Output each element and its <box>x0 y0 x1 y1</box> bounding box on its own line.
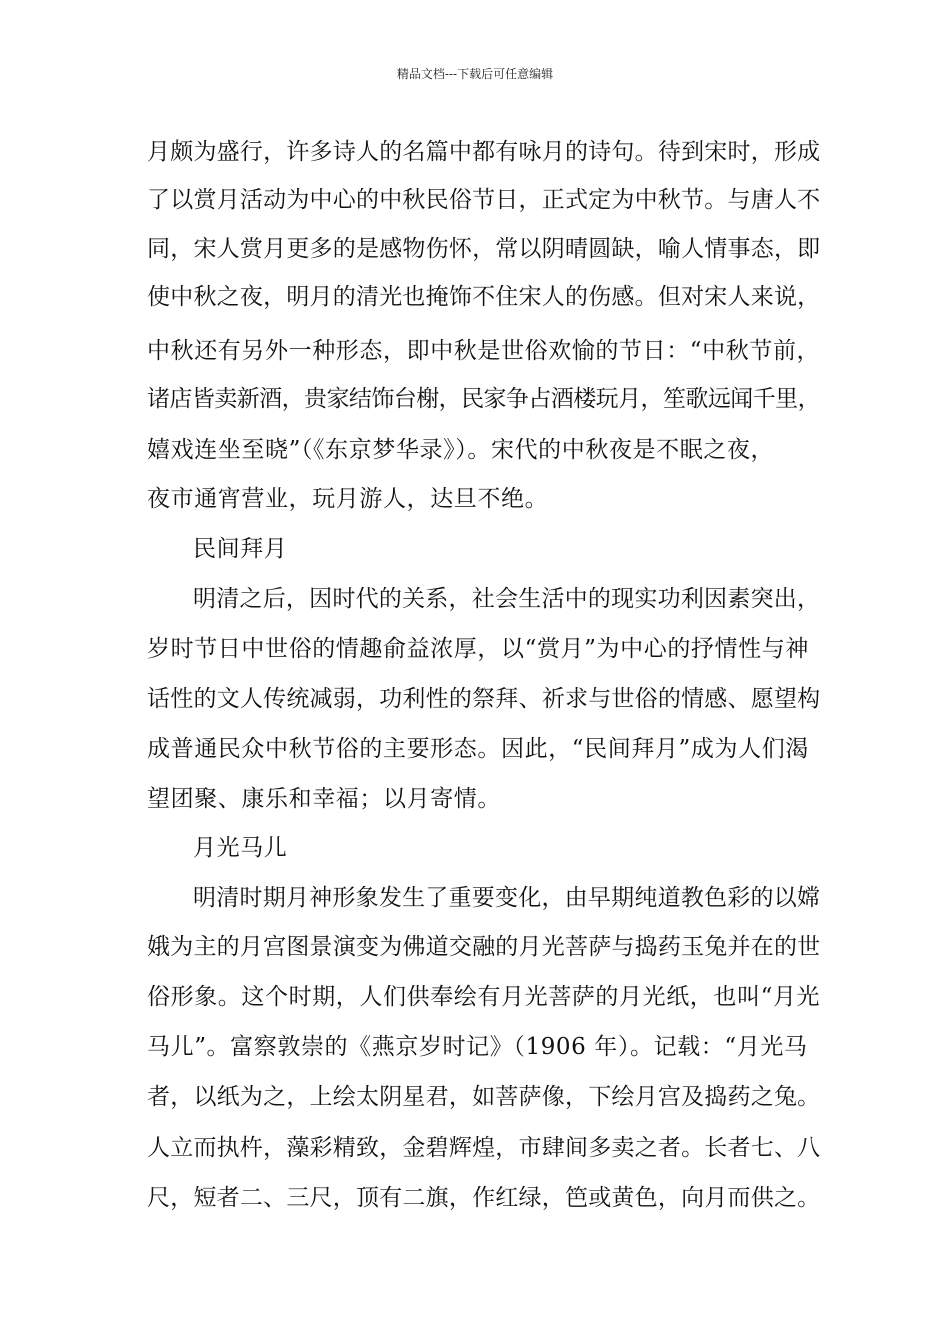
paragraph-2-line-2: 岁时节日中世俗的情趣俞益浓厚，以“赏月”为中心的抒情性与神 <box>147 636 809 662</box>
paragraph-1-line-2: 了以赏月活动为中心的中秋民俗节日，正式定为中秋节。与唐人不 <box>147 187 821 213</box>
paragraph-3-line-6: 人立而执杵，藻彩精致，金碧辉煌，市肆间多卖之者。长者七、八 <box>147 1135 821 1161</box>
paragraph-3-line-5: 者，以纸为之，上绘太阴星君，如菩萨像，下绘月宫及捣药之兔。 <box>147 1084 821 1110</box>
paragraph-2-line-5: 望团聚、康乐和幸福；以月寄情。 <box>147 786 501 812</box>
paragraph-3-line-7: 尺，短者二、三尺，顶有二旗，作红绿，笆或黄色，向月而供之。 <box>147 1185 821 1211</box>
paragraph-2-line-1: 明清之后，因时代的关系，社会生活中的现实功利因素突出， <box>193 586 821 612</box>
section-heading-folk-moon-worship: 民间拜月 <box>193 536 288 562</box>
paragraph-1-line-8: 夜市通宵营业，玩月游人，达旦不绝。 <box>147 486 549 512</box>
paragraph-2-line-3: 话性的文人传统减弱，功利性的祭拜、祈求与世俗的情感、愿望构 <box>147 686 821 712</box>
paragraph-1-line-7: 嬉戏连坐至晓”（《东京梦华录》）。宋代的中秋夜是不眠之夜， <box>147 437 775 463</box>
paragraph-1-line-4: 使中秋之夜，明月的清光也掩饰不住宋人的伤感。但对宋人来说， <box>147 284 821 310</box>
paragraph-3-line-2: 娥为主的月宫图景演变为佛道交融的月光菩萨与捣药玉兔并在的世 <box>147 934 821 960</box>
section-heading-moonlight-horse: 月光马儿 <box>193 835 288 861</box>
paragraph-1-line-5: 中秋还有另外一种形态，即中秋是世俗欢愉的节日：“中秋节前， <box>147 338 821 364</box>
paragraph-2-line-4: 成普通民众中秋节俗的主要形态。因此，“民间拜月”成为人们渴 <box>147 736 809 762</box>
paragraph-1-line-6: 诸店皆卖新酒，贵家结饰台榭，民家争占酒楼玩月，笙歌远闻千里， <box>147 386 820 412</box>
paragraph-3-line-3: 俗形象。这个时期，人们供奉绘有月光菩萨的月光纸，也叫“月光 <box>147 984 821 1010</box>
paragraph-1-line-3: 同，宋人赏月更多的是感物伤怀，常以阴晴圆缺，喻人情事态，即 <box>147 236 821 262</box>
paragraph-3-line-1: 明清时期月神形象发生了重要变化，由早期纯道教色彩的以嫦 <box>193 885 821 911</box>
paragraph-1-line-1: 月颇为盛行，许多诗人的名篇中都有咏月的诗句。待到宋时，形成 <box>147 139 821 165</box>
page-header: 精品文档---下载后可任意编辑 <box>396 67 554 81</box>
paragraph-3-line-4: 马儿”。富察敦崇的《燕京岁时记》（1906 年）。记载：“月光马 <box>147 1034 808 1060</box>
